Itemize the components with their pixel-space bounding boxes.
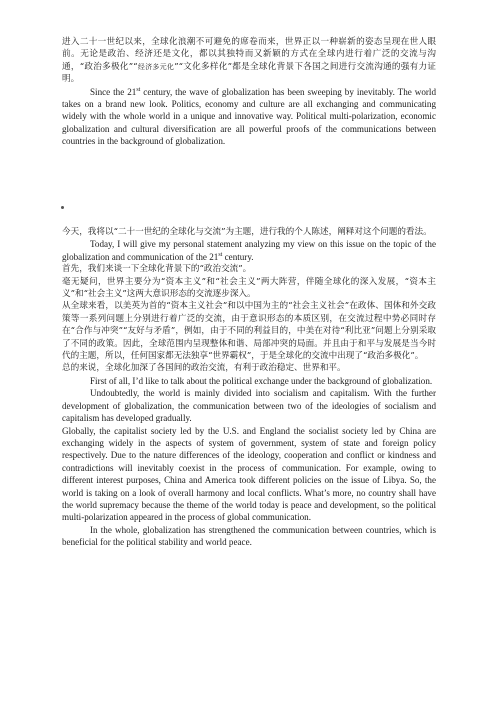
superscript: st bbox=[218, 251, 223, 258]
english-summary-paragraph: In the whole, globalization has strengthened the communication between countries, which is beneficial for the political stability and world peace. bbox=[62, 524, 436, 548]
small-text-run: 经济多元化 bbox=[137, 62, 175, 71]
english-ideology-paragraph: Undoubtedly, the world is mainly divided into socialism and capitalism. With the further development of globalization, the communication between two of the ideologies of socialism and capitalism has developed gradually. bbox=[62, 388, 436, 424]
chinese-ideology-paragraph: 毫无疑问，世界主要分为“资本主义”和“社会主义”两大阵营，伴随全球化的深入发展，“资本主义”和“社会主义”这两大意识形态的交流逐步深入。 bbox=[62, 276, 436, 300]
chinese-first-paragraph: 首先，我们来谈一下全球化背景下的“政治交流”。 bbox=[62, 264, 252, 275]
english-intro-paragraph bbox=[62, 86, 436, 148]
chinese-topic-paragraph: 今天，我将以“二十一世纪的全球化与交流”为主题，进行我的个人陈述，阐释对这个问题的看法。 bbox=[62, 227, 432, 237]
chinese-summary-paragraph: 总的来说，全球化加深了各国间的政治交流，有利于政治稳定、世界和平。 bbox=[62, 363, 346, 374]
text-run: Since the 21 bbox=[90, 86, 137, 97]
text-run: ”“文化多样化”都是全球化背景下各国之间进行交流沟通的强有力证明。 bbox=[62, 61, 436, 85]
chinese-global-paragraph: 从全球来看，以美英为首的“资本主义社会”和以中国为主的“社会主义社会”在政体、国体和外交政策等一系列问题上分别进行着广泛的交流，由于意识形态的本质区别，在交流过程中势必同时存在“合作与冲突”“友好与矛盾”，例如，由于不同的利益目的，中美在对待“利比亚”问题上分别采取了不同的政策。因此，全球范围内呈现整体和谐、局部冲突的局面。并且由于和平与发展是当今时代的主题，所以，任何国家都无法独享“世界霸权”，于是全球化的交流中出现了“政治多极化”。 bbox=[62, 301, 436, 362]
section-intro bbox=[62, 36, 436, 148]
english-first-paragraph: First of all, I’d like to talk about the political exchange under the background of globalization. bbox=[90, 375, 433, 386]
english-topic-paragraph bbox=[62, 238, 436, 263]
text-run: century, the wave of globalization has been sweeping by inevitably. The world takes on a brand new look. Politics, economy and culture are all exchanging and communicating widely with the whole world in a unique and innovative way. Political multi-polarization, economic globalization and cultural diversification are all powerful proofs of the communications between countries in the background of globalization. bbox=[62, 86, 436, 147]
superscript: st bbox=[136, 86, 141, 93]
chinese-intro-paragraph bbox=[62, 36, 436, 86]
english-global-paragraph: Globally, the capitalist society led by the U.S. and England the socialist society led by China are exchanging widely in the aspects of system of government, system of state and foreign policy respectively. Due to the nature differences of the ideology, cooperation and conflict or kindness and contradictions will inevitably coexist in the process of communication. For example, owing to different interest purposes, China and America took different policies on the issue of Libya. So, the world is taking on a look of overall harmony and local conflicts. What’s more, no country shall have the world supremacy because the theme of the world today is peace and development, so the political multi-polarization appeared in the process of global communication. bbox=[62, 425, 436, 523]
text-run: century. bbox=[222, 251, 254, 262]
text-run: 进入二十一世纪以来，全球化浪潮不可避免的席卷而来，世界正以一种崭新的姿态呈现在世人眼前。无论是政治、经济还是文化，都以其独特而又新颖的方式在全球内进行着广泛的交流与沟通，“政治多极化”“ bbox=[62, 37, 436, 72]
section-statement bbox=[62, 226, 436, 549]
text-run: Today, I will give my personal statement analyzing my view on this issue on the topic of the globalization and communication of the 21 bbox=[62, 239, 436, 262]
bullet-marker bbox=[61, 206, 64, 209]
